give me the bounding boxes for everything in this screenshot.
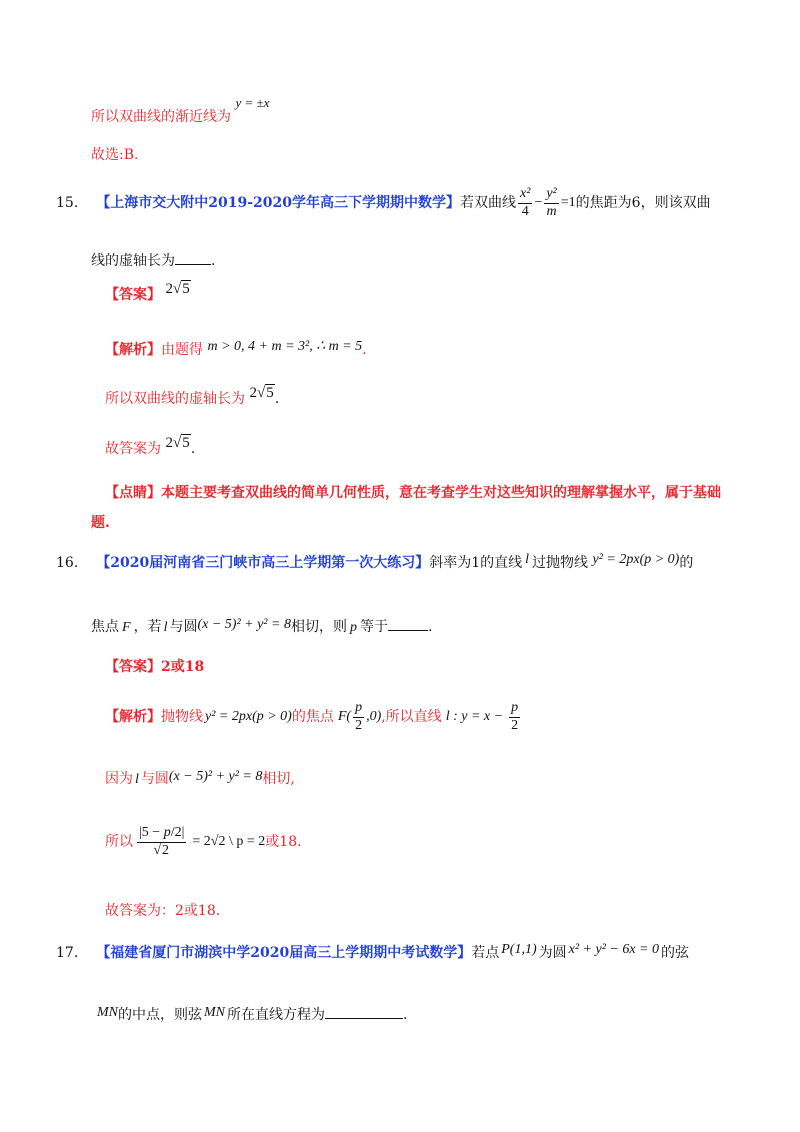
q15-stem: 15. 【上海市交大附中2019-2020学年高三下学期期中数学】 若双曲线 $\frac{\text{x²}}{4}$ − $\frac{\text{y²}}{m}$ =1 的焦距为6，则该双曲 <box>56 186 711 219</box>
q16-source: 【2020届河南省三门峡市高三上学期第一次大练习】 <box>96 555 430 571</box>
q15-analysis-tag: 【解析】 <box>105 342 161 358</box>
q15-answer-value: 5 <box>182 281 190 297</box>
q15-answer-tag: 【答案】 <box>105 287 161 303</box>
q17-source: 【福建省厦门市湖滨中学2020届高三上学期期中考试数学】 <box>96 945 472 961</box>
q15-frac1: $\frac{\text{x²}}{4}$ <box>520 186 531 219</box>
q16-number: 16. <box>56 555 79 571</box>
q17-number: 17. <box>56 945 79 961</box>
q16-analysis-tag: 【解析】 <box>105 709 161 725</box>
q15-comment: 【点睛】本题主要考查双曲线的简单几何性质，意在考查学生对这些知识的理解掌握水平，属于基础 <box>105 485 721 501</box>
q15-comment-tag: 【点睛】 <box>105 485 161 501</box>
q15-final-answer: 故答案为 2√5. <box>105 435 196 457</box>
q16-answer-tag: 【答案】 <box>105 659 161 675</box>
q16-distance-frac: $\frac{|5 - p/2|}{√2}$ <box>139 825 185 858</box>
q15-analysis-math: m > 0, 4 + m = 3², ∴ m = 5 <box>207 339 363 354</box>
q15-answer: 【答案】 2√5 <box>105 281 190 303</box>
q16-line2: 焦点 F ，若 l 与圆(x − 5)² + y² = 8相切，则 p 等于 . <box>91 617 433 635</box>
q17-stem: 17. 【福建省厦门市湖滨中学2020届高三上学期期中考试数学】若点 P(1,1) 为圆 x² + y² − 6x = 0 的弦 <box>56 942 690 961</box>
q16-answer-value: 2或18 <box>161 659 205 675</box>
q16-stem: 16. 【2020届河南省三门峡市高三上学期第一次大练习】斜率为1的直线 l 过抛物线 y² = 2px(p > 0)的 <box>56 552 694 571</box>
q16-so: 所以 $\frac{|5 - p/2|}{√2}$ = 2√2 \ p = 2 或18. <box>105 825 302 858</box>
q17-blank <box>325 1018 403 1019</box>
q16-because: 因为 l 与圆(x − 5)² + y² = 8相切, <box>105 769 295 787</box>
q15-eq: =1 <box>560 195 576 210</box>
q17-line2: MN的中点，则弦 MN 所在直线方程为 . <box>97 1005 408 1023</box>
q15-axis-length: 所以双曲线的虚轴长为 2√5. <box>105 385 280 407</box>
choose-b-line <box>91 148 138 162</box>
q16-final: 故答案为：2或18. <box>105 903 221 919</box>
q16-blank <box>388 630 428 631</box>
q15-number: 15. <box>56 195 79 211</box>
q15-analysis: 【解析】由题得 m > 0, 4 + m = 3², ∴ m = 5. <box>105 339 367 358</box>
q15-line2-text: 线的虚轴长为 <box>91 253 175 269</box>
q15-blank <box>175 264 211 265</box>
q17-circle: x² + y² − 6x = 0 <box>568 942 660 957</box>
q16-circle: (x − 5)² + y² = 8 <box>197 617 291 632</box>
q15-comment-line2: 题. <box>91 515 110 531</box>
asymptote-line <box>91 95 270 125</box>
q16-so-math: = 2√2 \ p = 2 <box>192 834 266 849</box>
q16-analysis: 【解析】 抛物线 y² = 2px(p > 0) 的焦点 F( $\frac{p}{2}$ ,0) ,所以直线 l : y = x − $\frac{p}{2}$ <box>105 700 519 733</box>
q15-pre: 若双曲线 <box>460 195 517 211</box>
q16-answer <box>105 660 204 674</box>
q15-post: 的焦距为6，则该双曲 <box>575 195 711 211</box>
asymptote-math: y = ±x <box>235 95 270 110</box>
q15-frac2: $\frac{\text{y²}}{m}$ <box>546 186 557 219</box>
asymptote-text: 所以双曲线的渐近线为 <box>91 109 231 125</box>
q16-parabola: y² = 2px(p > 0) <box>592 552 680 567</box>
q15-source: 【上海市交大附中2019-2020学年高三下学期期中数学】 <box>96 195 461 211</box>
q15-line2: 线的虚轴长为 . <box>91 253 216 269</box>
choose-b-text: 故选:B. <box>91 147 139 163</box>
